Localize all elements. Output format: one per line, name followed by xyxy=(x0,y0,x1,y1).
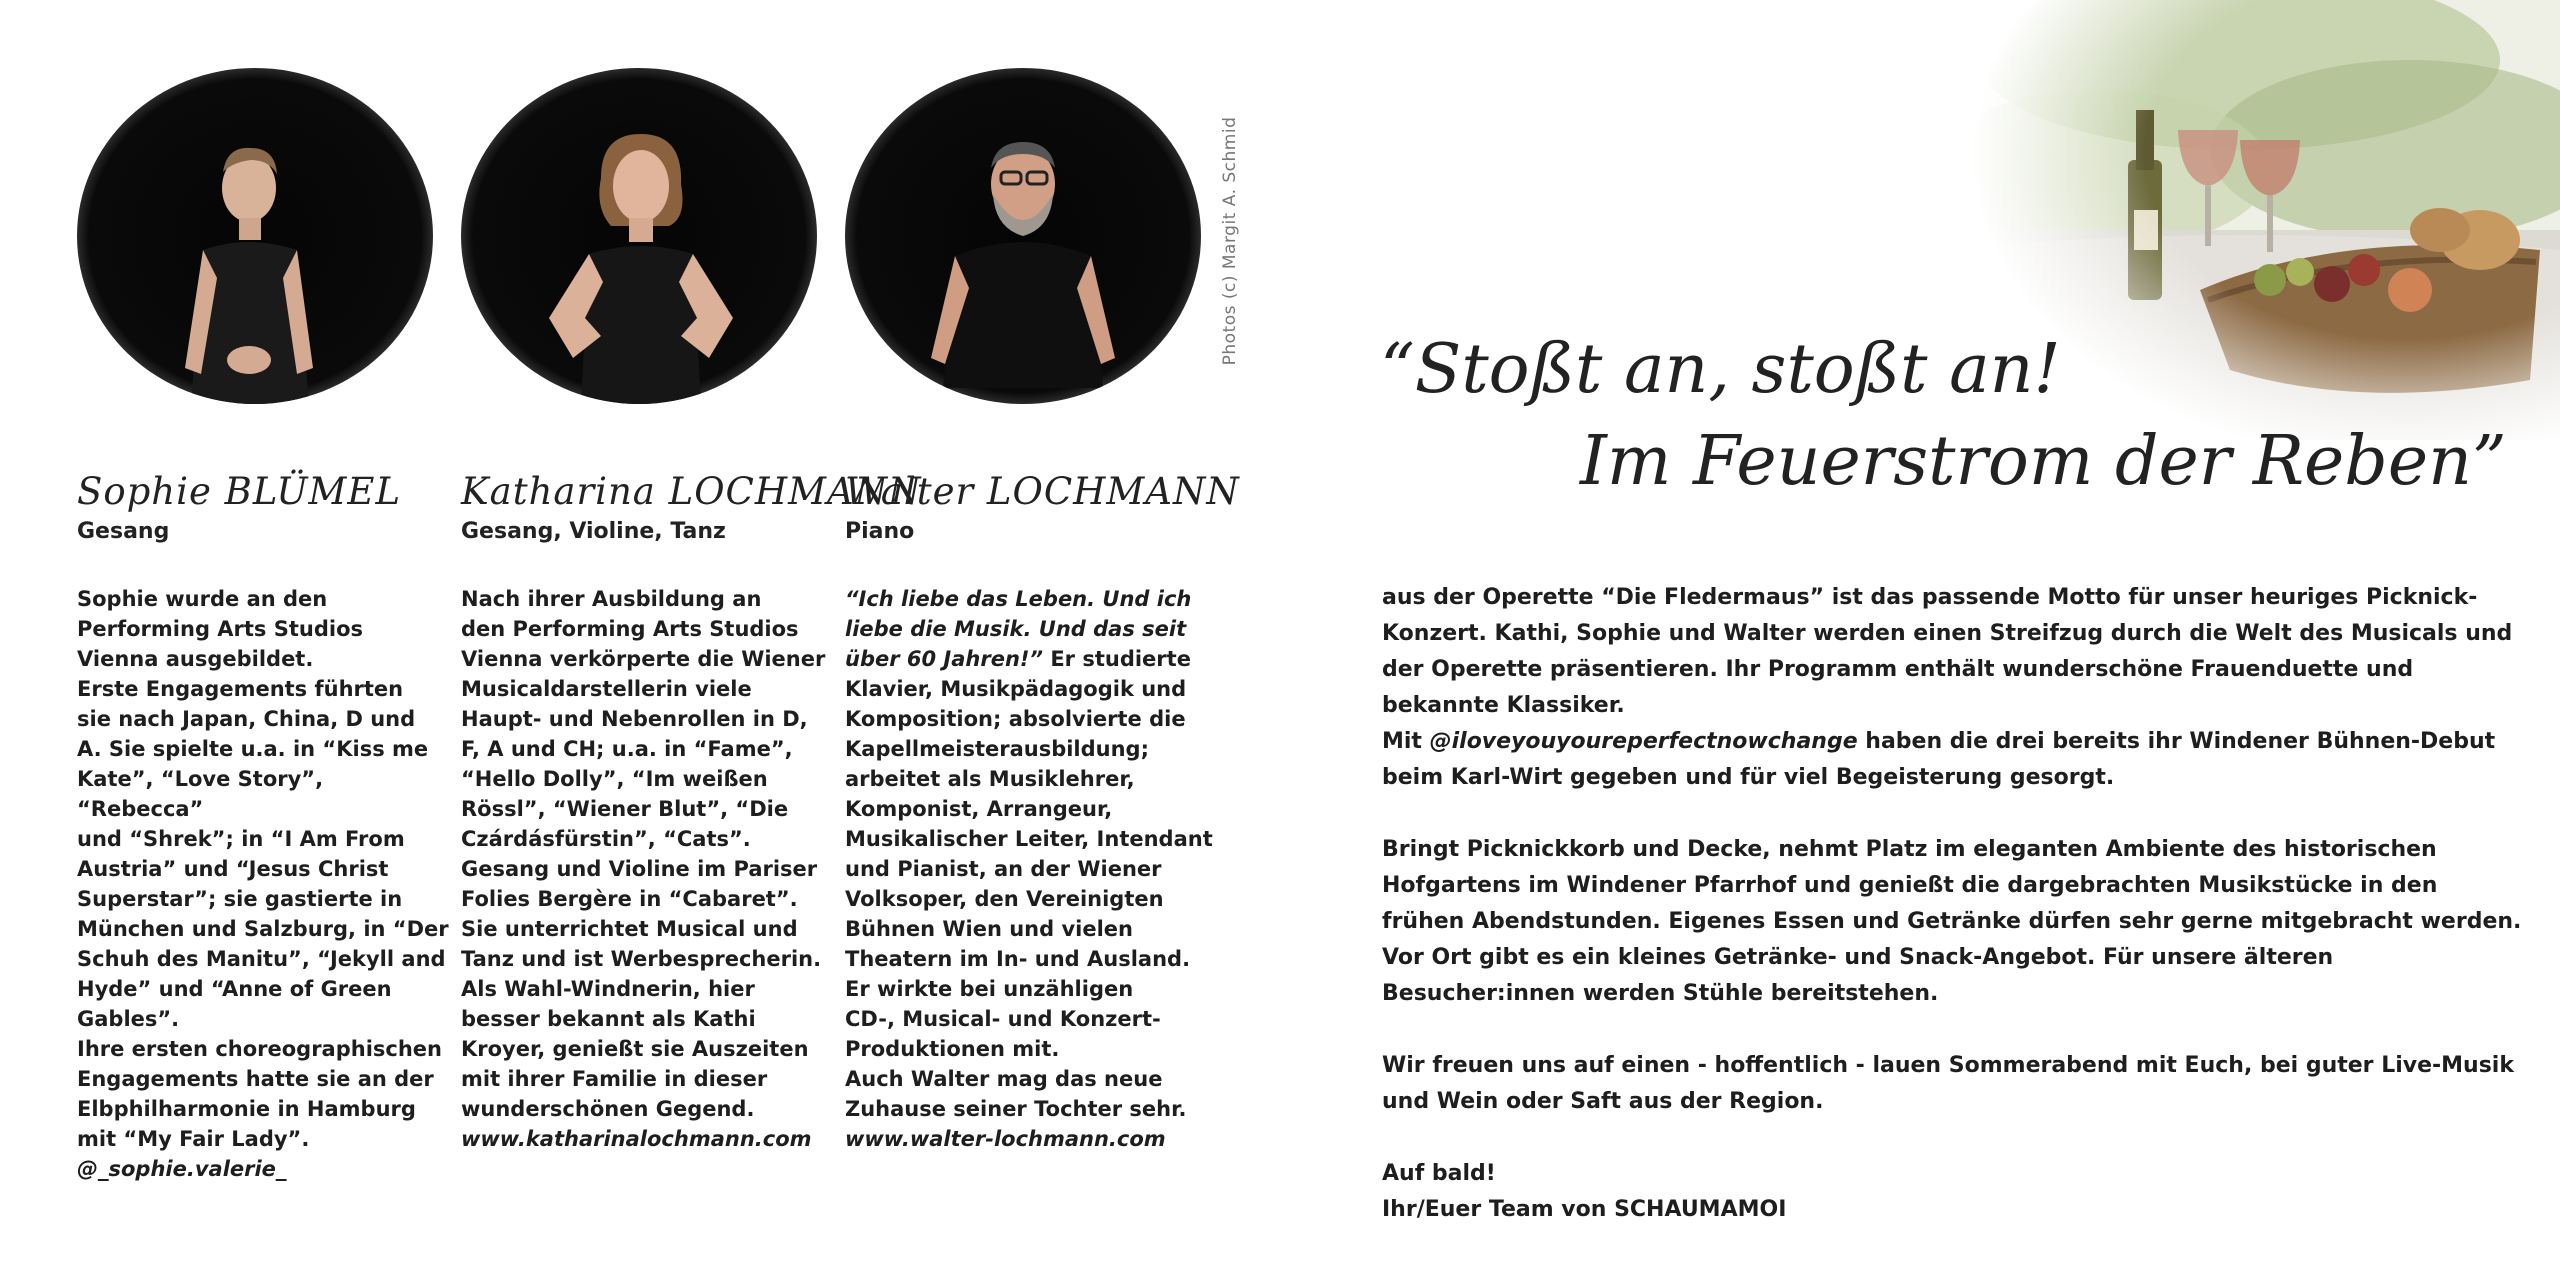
photo-credit-text: Photos (c) Margit A. Schmid xyxy=(1220,116,1240,366)
website-link[interactable]: www.walter-lochmann.com xyxy=(845,1127,1166,1151)
artist-role: Piano xyxy=(845,519,915,544)
person-photo-sophie xyxy=(77,68,433,404)
paragraph-intro xyxy=(1382,580,2522,796)
headline-line-2: Im Feuerstrom der Reben” xyxy=(1580,422,2507,501)
paragraph-intro-end: haben die drei bereits ihr Windener Bühnen-Debut beim Karl-Wirt gegeben und für viel Begeisterung gesorgt. xyxy=(1382,729,2496,790)
paragraph-picnic: Bringt Picknickkorb und Decke, nehmt Platz im eleganten Ambiente des historischen Hofgartens im Windener Pfarrhof und genießt die dargebrachten Musikstücke in den frühen Abendstunden. Eigenes Essen und Getränke dürfen sehr gerne mitgebracht werden. Vor Ort gibt es ein kleines Getränke- und Snack-Angebot. Für unsere älteren Besucher:innen werden Stühle bereitstehen. xyxy=(1382,837,2522,1006)
portrait-sophie xyxy=(77,68,433,404)
person-photo-walter xyxy=(845,68,1201,404)
artist-role: Gesang, Violine, Tanz xyxy=(461,519,726,544)
artist-name: Sophie BLÜMEL xyxy=(77,470,402,513)
photo-credit xyxy=(1218,106,1242,376)
artist-bio xyxy=(77,584,449,1184)
event-description xyxy=(1382,580,2522,1228)
artist-role: Gesang xyxy=(77,519,170,544)
paragraph-intro-text: aus der Operette “Die Fledermaus” ist das passende Motto für unser heuriges Picknick-Konzert. Kathi, Sophie und Walter werden einen Streifzug durch die Welt des Musicals und der Operette präsentieren. Ihr Programm enthält wunderschöne Frauenduette und bekannte Klassiker. xyxy=(1382,585,2513,718)
instagram-handle-group[interactable]: @iloveyouyoureperfectnowchange xyxy=(1429,729,1858,754)
portrait-katharina xyxy=(461,68,817,404)
portrait-walter xyxy=(845,68,1201,404)
bio-text: Nach ihrer Ausbildung an den Performing Arts Studios Vienna verkörperte die Wiener Musicaldarstellerin viele Haupt- und Nebenrollen in D, F, A und CH; u.a. in “Fame”, “Hello Dolly”, “Im weißen Rössl”, “Wiener Blut”, “Die Czárdásfürstin”, “Cats”. Gesang und Violine im Pariser Folies Bergère in “Cabaret”. Sie unterrichtet Musical und Tanz und ist Werbesprecherin. Als Wahl-Windnerin, hier besser bekannt als Kathi Kroyer, genießt sie Auszeiten mit ihrer Familie in dieser wunderschönen Gegend. xyxy=(461,587,826,1121)
artist-name: Walter LOCHMANN xyxy=(845,470,1240,513)
person-photo-katharina xyxy=(461,68,817,404)
artist-bio xyxy=(845,584,1217,1154)
instagram-handle[interactable]: @_sophie.valerie_ xyxy=(77,1157,287,1181)
closing-greeting: Auf bald! xyxy=(1382,1161,1496,1186)
paragraph-closing-wish: Wir freuen uns auf einen - hoffentlich - lauen Sommerabend mit Euch, bei guter Live-Musik und Wein oder Saft aus der Region. xyxy=(1382,1053,2514,1114)
artist-name: Katharina LOCHMANN xyxy=(461,470,922,513)
artist-quote: “Ich liebe das Leben. Und ich liebe die Musik. Und das seit über 60 Jahren!” xyxy=(845,587,1192,671)
paragraph-intro-mit: Mit xyxy=(1382,729,1430,754)
signature: Ihr/Euer Team von SCHAUMAMOI xyxy=(1382,1197,1787,1222)
artist-bio xyxy=(461,584,833,1154)
bio-text xyxy=(845,584,1217,1124)
website-link[interactable]: www.katharinalochmann.com xyxy=(461,1127,812,1151)
bio-text: Sophie wurde an den Performing Arts Studios Vienna ausgebildet. Erste Engagements führten sie nach Japan, China, D und A. Sie spielte u.a. in “Kiss me Kate”, “Love Story”, “Rebecca” und “Shrek”; in “I Am From Austria” und “Jesus Christ Superstar”; sie gastierte in München und Salzburg, in “Der Schuh des Manitu”, “Jekyll and Hyde” und “Anne of Green Gables”. Ihre ersten choreographischen Engagements hatte sie an der Elbphilharmonie in Hamburg mit “My Fair Lady”. xyxy=(77,587,449,1151)
headline-line-1: “Stoßt an, stoßt an! xyxy=(1380,330,2061,409)
headline-quote xyxy=(1380,330,2507,520)
bio-text-continued: Er studierte Klavier, Musikpädagogik und Komposition; absolvierte die Kapellmeisterausbildung; arbeitet als Musiklehrer, Komponist, Arrangeur, Musikalischer Leiter, Intendant und Pianist, an der Wiener Volksoper, den Vereinigten Bühnen Wien und vielen Theatern im In- und Ausland. Er wirkte bei unzähligen CD-, Musical- und Konzert- Produktionen mit. Auch Walter mag das neue Zuhause seiner Tochter sehr. xyxy=(845,647,1213,1121)
